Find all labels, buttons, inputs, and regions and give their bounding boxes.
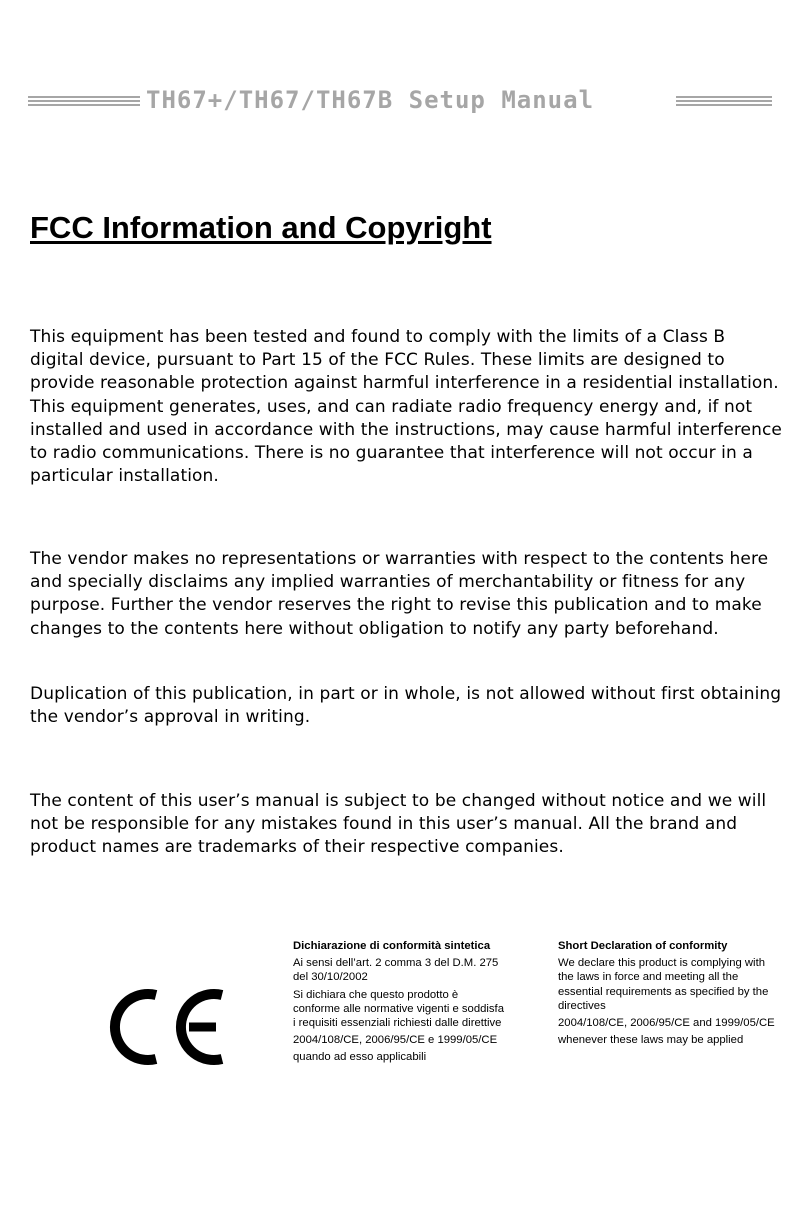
- duplication-paragraph: Duplication of this publication, in part or in whole, is not allowed without first obtaining the vendor’s approval in writing.: [30, 684, 782, 728]
- page-header: [28, 84, 772, 116]
- warranty-paragraph: The vendor makes no representations or warranties with respect to the contents here and specially disclaims any implied warranties of merchantability or fitness for any purpose. Further the vendor reserves the right to revise this publication and to make changes to the contents here without obligation to notify any party beforehand.: [30, 549, 769, 639]
- header-rule-right: [676, 96, 772, 106]
- declaration-italian-line: Si dichiara che questo prodotto è conforme alle normative vigenti e soddisfa i requisiti essenziali richiesti dalle direttive: [293, 988, 504, 1030]
- fcc-paragraph: This equipment has been tested and found to comply with the limits of a Class B digital device, pursuant to Part 15 of the FCC Rules. These limits are designed to provide reasonable protection against harmful interference in a residential installation. This equipment generates, uses, and can radiate radio frequency energy and, if not installed and used in accordance with the instructions, may cause harmful interference to radio communications. There is no guarantee that interference will not occur in a particular installation.: [30, 327, 782, 487]
- declaration-italian: [293, 939, 508, 1068]
- declaration-italian-line: 2004/108/CE, 2006/95/CE e 1999/05/CE: [293, 1034, 498, 1047]
- header-title: TH67+/TH67/TH67B Setup Manual: [146, 86, 595, 114]
- declaration-italian-title: Dichiarazione di conformità sintetica: [293, 940, 491, 952]
- ce-mark-icon: [104, 984, 228, 1070]
- declaration-english-title: Short Declaration of conformity: [558, 940, 728, 952]
- page-title: FCC Information and Copyright: [30, 210, 492, 245]
- declaration-english: [558, 939, 778, 1050]
- declaration-english-line: whenever these laws may be applied: [558, 1034, 744, 1047]
- declaration-english-line: 2004/108/CE, 2006/95/CE and 1999/05/CE: [558, 1017, 775, 1030]
- declaration-italian-line: quando ad esso applicabili: [293, 1051, 427, 1064]
- declaration-italian-line: Ai sensi dell’art. 2 comma 3 del D.M. 275 del 30/10/2002: [293, 957, 499, 984]
- header-rule-left: [28, 96, 140, 106]
- trademark-paragraph: The content of this user’s manual is subject to be changed without notice and we will not be responsible for any mistakes found in this user’s manual. All the brand and product names are trademarks of their respective companies.: [30, 791, 767, 858]
- declaration-english-line: We declare this product is complying with the laws in force and meeting all the essential requirements as specified by the directives: [558, 957, 769, 1012]
